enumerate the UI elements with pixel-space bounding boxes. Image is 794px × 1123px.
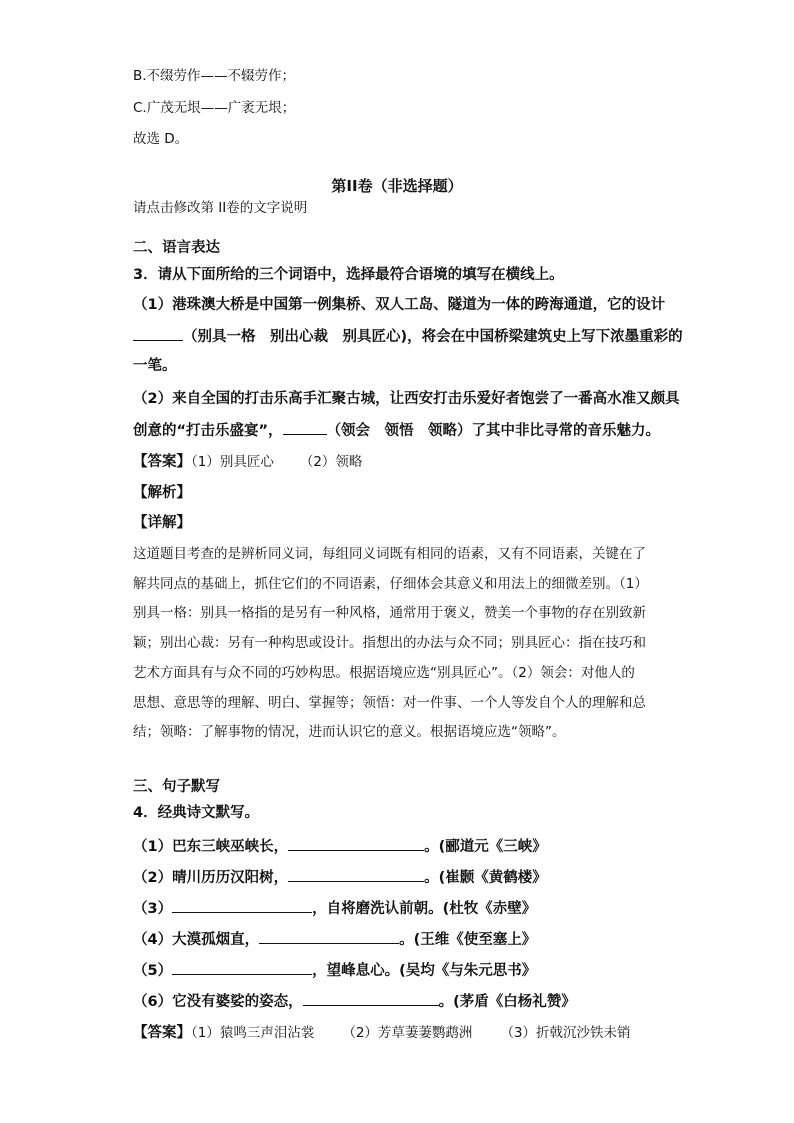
detail-paragraph: 这道题目考查的是辨析同义词，每组同义词既有相同的语素，又有不同语素，关键在了 解共同点的基础上，抓住它们的不同语素，仔细体会其意义和用法上的细微差别。（1） 别具一格：别具一格指的是另有一种风格，通常用于褒义，赞美一个事物的存在别致新 颖；别出心裁：另有一种构思或设计。指想出的办法与众不同；别具匠心：指在技巧和 艺术方面具有与众不同的巧妙构思。根据语境应选“别具匠心”。（2）领会：对他人的 思想、意思等的理解、明白、掌握等；领悟：对一件事、一个人等发自个人的理解和总 结；领略：了解事物的情况，进而认识它的意义。根据语境应选“领略”。 [133, 546, 648, 741]
q3-sub1-line3: 一笔。 [133, 358, 177, 374]
option-b-line: B.不缀劳作——不辍劳作； [133, 68, 296, 84]
q3-stem: 3．请从下面所给的三个词语中，选择最符合语境的填写在横线上。 [133, 267, 564, 283]
recitation-item-2: （2）晴川历历汉阳树， 。(崔颢《黄鹤楼》 [133, 867, 547, 888]
part-title: 第II卷（非选择题） [331, 177, 463, 195]
answer-tag: 【答案】 [133, 454, 191, 470]
part-note: 请点击修改第 II卷的文字说明 [133, 200, 308, 216]
q3-sub1-line1: （1）港珠澳大桥是中国第一例集桥、双人工岛、隧道为一体的跨海通道，它的设计 [133, 297, 666, 313]
section3-heading: 三、句子默写 [133, 779, 220, 795]
answer-tag: 【答案】 [133, 1025, 191, 1041]
choice-conclusion: 故选 D。 [133, 131, 189, 147]
recitation-item-4: （4）大漠孤烟直， 。(王维《使至塞上》 [133, 929, 536, 950]
recitation-item-1: （1）巴东三峡巫峡长， 。(郦道元《三峡》 [133, 836, 547, 857]
q3-sub1-line2: （别具一格 别出心裁 别具匠心)，将会在中国桥梁建筑史上写下浓墨重彩的 [133, 326, 683, 347]
answer-blank [288, 836, 424, 851]
answer-blank [283, 420, 327, 435]
answer-blank [172, 960, 312, 975]
analysis-tag: 【解析】 [133, 485, 191, 501]
section2-heading: 二、语言表达 [133, 240, 220, 256]
answer-blank [288, 867, 424, 882]
recitation-item-3: （3） ，自将磨洗认前朝。(杜牧《赤壁》 [133, 898, 536, 919]
option-c-line: C.广茂无垠——广袤无垠； [133, 100, 296, 116]
q4-stem: 4．经典诗文默写。 [133, 805, 260, 821]
recitation-item-5: （5） ，望峰息心。(吴均《与朱元思书》 [133, 960, 536, 981]
q4-answer: 【答案】（1）猿鸣三声泪沾裳 （2）芳草萋萋鹦鹉洲 （3）折戟沉沙铁未销 [133, 1025, 631, 1041]
answer-blank [172, 898, 312, 913]
q3-sub2-line2: 创意的“打击乐盛宴”， （领会 领悟 领略）了其中非比寻常的音乐魅力。 [133, 420, 660, 441]
q3-sub2-line1: （2）来自全国的打击乐高手汇聚古城，让西安打击乐爱好者饱尝了一番高水准又颇具 [133, 391, 680, 407]
answer-blank [259, 929, 399, 944]
answer-blank [133, 326, 183, 341]
detail-tag: 【详解】 [133, 515, 191, 531]
q3-answer: 【答案】（1）别具匠心 （2）领略 [133, 454, 363, 470]
answer-blank [303, 991, 439, 1006]
recitation-item-6: （6）它没有婆娑的姿态， 。(茅盾《白杨礼赞》 [133, 991, 576, 1012]
